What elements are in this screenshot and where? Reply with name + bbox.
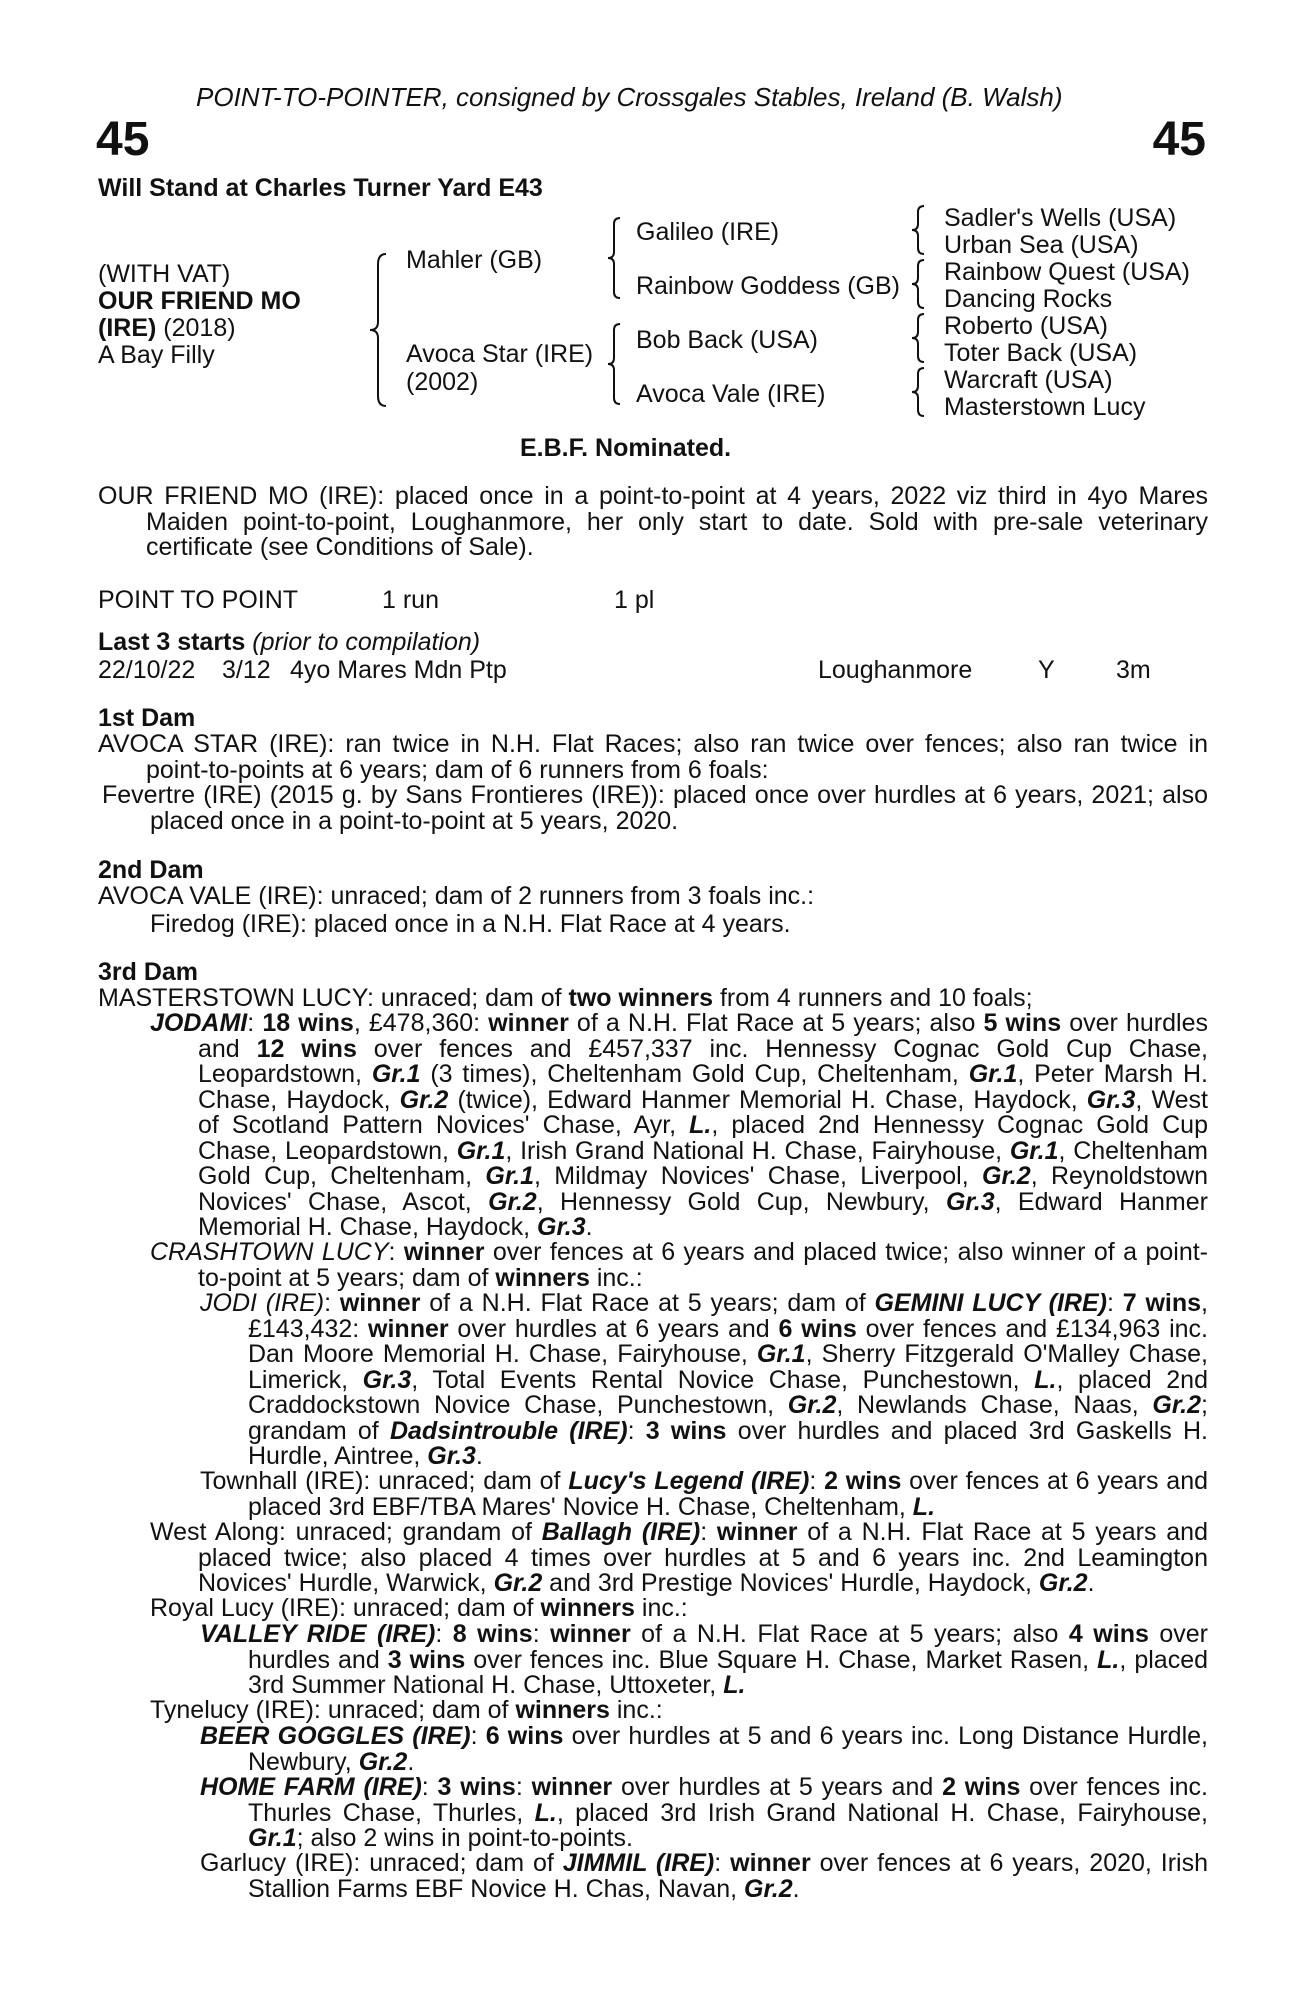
second-dam-heading: 2nd Dam (98, 856, 204, 884)
first-dam-heading: 1st Dam (98, 704, 196, 732)
jodami-name: JODAMI (150, 1009, 248, 1037)
pedigree-dsd: Toter Back (USA) (944, 339, 1138, 367)
garlucy-text: Garlucy (IRE): unraced; dam of (200, 1849, 554, 1877)
record-runs: 1 run (382, 586, 439, 614)
produce-tynelucy: Tynelucy (IRE): unraced; dam of winners inc.: (150, 1696, 663, 1724)
pedigree-ddd: Masterstown Lucy (944, 393, 1146, 421)
horse-year: (2018) (163, 314, 236, 342)
pedigree-brace-ss (908, 204, 928, 256)
pedigree-brace-dd (908, 366, 928, 418)
ebf-nomination: E.B.F. Nominated. (520, 434, 732, 462)
townhall-text: Townhall (IRE): unraced; dam of (200, 1467, 561, 1495)
pedigree-sire: Mahler (GB) (406, 246, 543, 274)
produce-firedog: Firedog (IRE): placed once in a N.H. Flat Race at 4 years. (150, 910, 791, 938)
ballagh-name: Ballagh (IRE) (541, 1518, 701, 1546)
dadsintrouble-name: Dadsintrouble (IRE) (389, 1416, 628, 1445)
first-dam-produce (102, 783, 1208, 834)
lucys-legend-name: Lucy's Legend (IRE) (568, 1467, 810, 1495)
pedigree-brace-main (366, 252, 390, 408)
crashtown-name: CRASHTOWN LUCY (150, 1238, 389, 1266)
produce-royal-lucy: Royal Lucy (IRE): unraced; dam of winners inc.: (150, 1594, 688, 1622)
produce-valley-ride: VALLEY RIDE (IRE): 8 wins: winner of a N.H. Flat Race at 5 years; also 4 wins over hurdles and 3 wins over fences inc. Blue Square H. Chase, Market Rasen, L., placed 3rd Summer National H. Chase, Uttoxeter, L. (200, 1620, 1208, 1699)
consignor-header: POINT-TO-POINTER, consigned by Crossgales Stables, Ireland (B. Walsh) (196, 82, 1063, 112)
start-date: 22/10/22 (98, 656, 196, 684)
jodami-wins: 18 wins (262, 1009, 354, 1037)
jodi-name: JODI (IRE) (200, 1289, 325, 1317)
third-dam-intro-c: from 4 runners and 10 foals; (713, 984, 1033, 1012)
produce-garlucy: Garlucy (IRE): unraced; dam of JIMMIL (IRE): winner over fences at 6 years, 2020, Irish Stallion Farms EBF Novice H. Chas, Navan, Gr.2. (200, 1849, 1208, 1903)
start-position: 3/12 (222, 656, 271, 684)
pedigree-sdd: Dancing Rocks (944, 285, 1113, 313)
third-dam-heading: 3rd Dam (98, 958, 199, 986)
tynelucy-text: Tynelucy (IRE): unraced; dam of (150, 1696, 509, 1724)
start-going: Y (1038, 656, 1055, 684)
third-dam-intro (98, 986, 1208, 1012)
produce-home-farm: HOME FARM (IRE): 3 wins: winner over hurdles at 5 years and 2 wins over fences inc. Thurles Chase, Thurles, L., placed 3rd Irish Grand National H. Chase, Fairyhouse, Gr.1; also 2 wins in point-to-points. (200, 1773, 1208, 1852)
pedigree-sds: Rainbow Quest (USA) (944, 258, 1190, 286)
pedigree-dss: Roberto (USA) (944, 312, 1108, 340)
stand-location: Will Stand at Charles Turner Yard E43 (98, 174, 543, 202)
pedigree-brace-sd (908, 258, 928, 310)
home-farm-name: HOME FARM (IRE) (200, 1773, 422, 1801)
record-label: POINT TO POINT (98, 586, 299, 614)
last3-note: (prior to compilation) (252, 628, 481, 656)
pedigree-brace-ds (908, 312, 928, 364)
produce-west-along: West Along: unraced; grandam of Ballagh (IRE): winner of a N.H. Flat Race at 5 years and placed twice; also placed 4 times over hurdles at 5 and 6 years inc. 2nd Leamington Novices' Hurdle, Warwick, Gr.2 and 3rd Prestige Novices' Hurdle, Haydock, Gr.2. (150, 1518, 1208, 1597)
horse-name-line2 (98, 314, 236, 342)
pedigree-dam-dam: Avoca Vale (IRE) (636, 380, 826, 408)
beer-goggles-name: BEER GOGGLES (IRE) (200, 1722, 471, 1750)
gemini-lucy-name: GEMINI LUCY (IRE) (874, 1289, 1107, 1317)
third-dam-intro-a: MASTERSTOWN LUCY: unraced; dam of (98, 984, 569, 1012)
produce-fevertre: Fevertre (IRE) (2015 g. by Sans Frontieres (IRE)): placed once over hurdles at 6 years, 2021; also placed once in a point-to-point at 5 years, 2020. (102, 781, 1208, 835)
horse-description: A Bay Filly (98, 341, 215, 369)
produce-jodami: JODAMI: 18 wins, £478,360: winner of a N.H. Flat Race at 5 years; also 5 wins over hurdles and 12 wins over fences and £457,337 inc. Hennessy Cognac Gold Cup Chase, Leopardstown, Gr.1 (3 times), Cheltenham Gold Cup, Cheltenham, Gr.1, Peter Marsh H. Chase, Haydock, Gr.2 (twice), Edward Hanmer Memorial H. Chase, Haydock, Gr.3, West of Scotland Pattern Novices' Chase, Ayr, L., placed 2nd Hennessy Cognac Gold Cup Chase, Leopardstown, Gr.1, Irish Grand National H. Chase, Fairyhouse, Gr.1, Cheltenham Gold Cup, Cheltenham, Gr.1, Mildmay Novices' Chase, Liverpool, Gr.2, Reynoldstown Novices' Chase, Ascot, Gr.2, Hennessy Gold Cup, Newbury, Gr.3, Edward Hanmer Memorial H. Chase, Haydock, Gr.3. (150, 1009, 1209, 1241)
pedigree-dam-sire: Bob Back (USA) (636, 326, 819, 354)
lot-number-right: 45 (1152, 113, 1206, 166)
record-placed: 1 pl (614, 586, 655, 614)
last3-heading-line (98, 628, 480, 657)
first-dam-text: AVOCA STAR (IRE): ran twice in N.H. Flat Races; also ran twice over fences; also ran twice in point-to-points at 6 years; dam of 6 runners from 6 foals: (98, 730, 1208, 784)
produce-beer-goggles: BEER GOGGLES (IRE): 6 wins over hurdles at 5 and 6 years inc. Long Distance Hurdle, Newbury, Gr.2. (200, 1722, 1208, 1776)
pedigree-dam: Avoca Star (IRE) (406, 340, 594, 368)
pedigree-sire-dam: Rainbow Goddess (GB) (636, 272, 901, 300)
produce-crashtown-lucy: CRASHTOWN LUCY: winner over fences at 6 years and placed twice; also winner of a point-to-point at 5 years; dam of winners inc.: (150, 1238, 1208, 1292)
west-along-text: West Along: unraced; grandam of (150, 1518, 532, 1546)
pedigree-brace-sire (604, 216, 624, 300)
pedigree-sire-sire: Galileo (IRE) (636, 218, 780, 246)
last3-heading: Last 3 starts (98, 628, 246, 656)
horse-summary: OUR FRIEND MO (IRE): placed once in a point-to-point at 4 years, 2022 viz third in 4yo Mares Maiden point-to-point, Loughanmore, her only start to date. Sold with pre-sale veterinary certificate (see Conditions of Sale). (98, 482, 1208, 561)
pedigree-sss: Sadler's Wells (USA) (944, 204, 1177, 232)
royal-lucy-text: Royal Lucy (IRE): unraced; dam of (150, 1594, 534, 1622)
horse-suffix: (IRE) (98, 314, 157, 342)
pedigree-dds: Warcraft (USA) (944, 366, 1113, 394)
valley-ride-name: VALLEY RIDE (IRE) (200, 1620, 436, 1648)
third-dam-intro-b: two winners (568, 984, 713, 1012)
second-dam-text: AVOCA VALE (IRE): unraced; dam of 2 runners from 3 foals inc.: (98, 882, 815, 910)
produce-jodi: JODI (IRE): winner of a N.H. Flat Race at 5 years; dam of GEMINI LUCY (IRE): 7 wins, £143,432: winner over hurdles at 6 years and 6 wins over fences and £134,963 inc. Dan Moore Memorial H. Chase, Fairyhouse, Gr.1, Sherry Fitzgerald O'Malley Chase, Limerick, Gr.3, Total Events Rental Novice Chase, Punchestown, L., placed 2nd Craddockstown Novice Chase, Punchestown, Gr.2, Newlands Chase, Naas, Gr.2; grandam of Dadsintrouble (IRE): 3 wins over hurdles and placed 3rd Gaskells H. Hurdle, Aintree, Gr.3. (200, 1289, 1209, 1470)
jimmil-name: JIMMIL (IRE) (562, 1849, 715, 1877)
horse-name: OUR FRIEND MO (98, 287, 301, 315)
produce-townhall: Townhall (IRE): unraced; dam of Lucy's Legend (IRE): 2 wins over fences at 6 years and placed 3rd EBF/TBA Mares' Novice H. Chase, Cheltenham, L. (200, 1467, 1209, 1521)
lot-number-left: 45 (96, 113, 150, 166)
pedigree-dam-year: (2002) (406, 368, 479, 396)
start-distance: 3m (1116, 656, 1151, 684)
pedigree-brace-dam (604, 322, 624, 406)
pedigree-ssd: Urban Sea (USA) (944, 231, 1139, 259)
start-race: 4yo Mares Mdn Ptp (290, 656, 507, 684)
vat-note: (WITH VAT) (98, 260, 231, 288)
start-course: Loughanmore (818, 656, 973, 684)
